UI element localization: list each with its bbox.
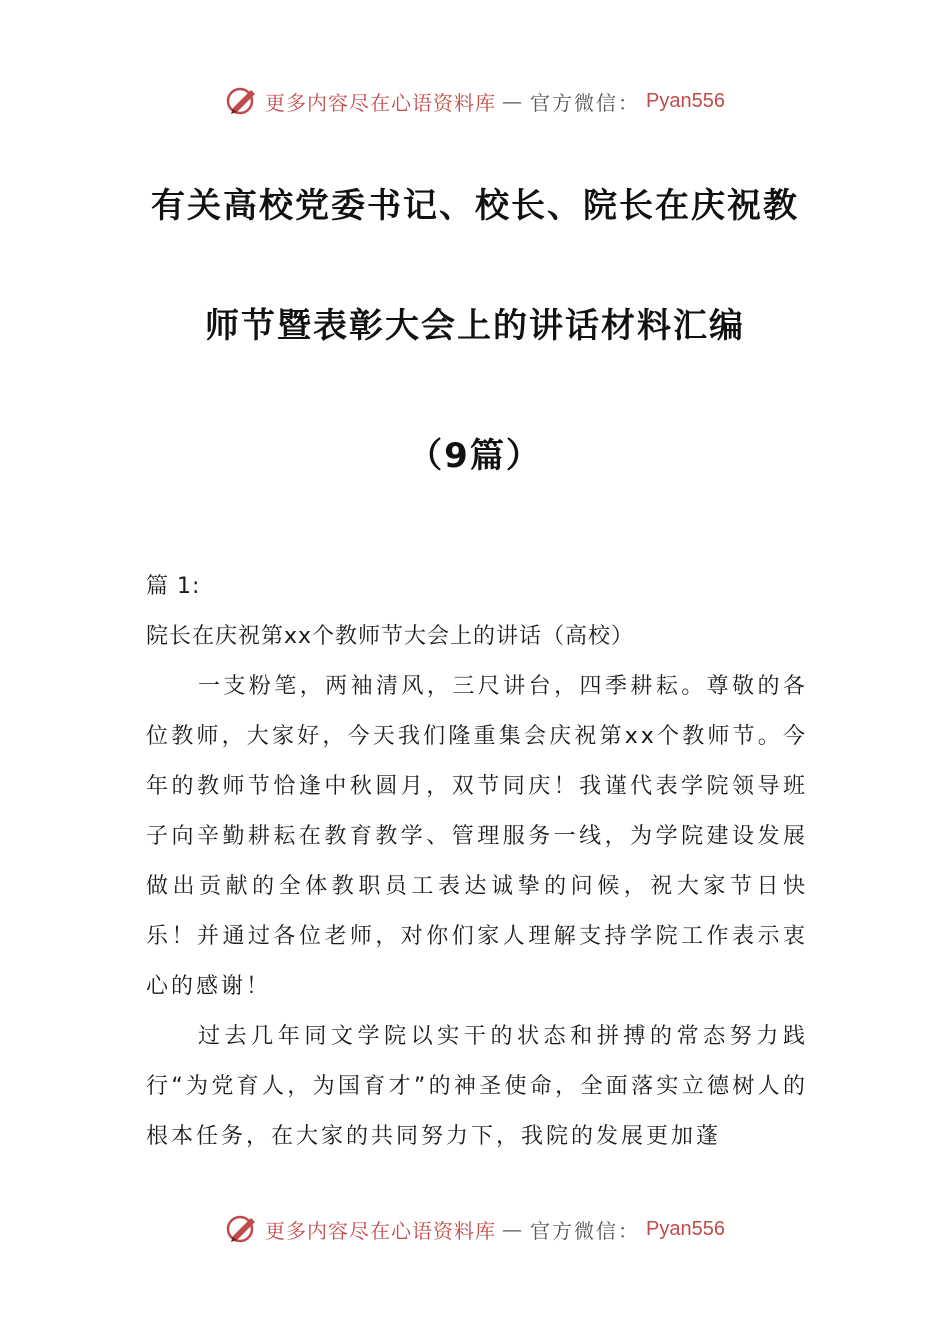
- body-paragraph-2: 过去几年同文学院以实干的状态和拼搏的常态努力践行“为党育人，为国育才”的神圣使命，全面落实立德树人的根本任务，在大家的共同努力下，我院的发展更加蓬: [146, 1024, 808, 1149]
- watermark-wechat-id: Pyan556: [646, 89, 725, 112]
- watermark-wechat-id: Pyan556: [646, 1217, 725, 1240]
- footer-watermark: [0, 1212, 950, 1246]
- document-title-count: （9篇）: [408, 436, 542, 476]
- document-title-line-1: 有关高校党委书记、校长、院长在庆祝教: [151, 186, 799, 226]
- watermark-text: 更多内容尽在心语资料库: [265, 90, 497, 115]
- header-watermark: [0, 84, 950, 118]
- watermark-separator: —: [502, 1217, 525, 1241]
- speech-title: 院长在庆祝第xx个教师节大会上的讲话（高校）: [146, 624, 635, 649]
- section-label: 篇 1:: [146, 574, 201, 599]
- pen-logo-icon: [225, 1212, 259, 1246]
- watermark-separator: —: [502, 89, 525, 113]
- pen-logo-icon: [225, 84, 259, 118]
- watermark-official-label: 官方微信：: [530, 1218, 641, 1243]
- watermark-official-label: 官方微信：: [530, 90, 641, 115]
- watermark-text: 更多内容尽在心语资料库: [265, 1218, 497, 1243]
- document-title-line-2: 师节暨表彰大会上的讲话材料汇编: [205, 306, 745, 346]
- body-paragraph-1: 一支粉笔，两袖清风，三尺讲台，四季耕耘。尊敬的各位教师，大家好，今天我们隆重集会庆祝第xx个教师节。今年的教师节恰逢中秋圆月，双节同庆！我谨代表学院领导班子向辛勤耕耘在教育教学、管理服务一线，为学院建设发展做出贡献的全体教职员工表达诚挚的问候，祝大家节日快乐！并通过各位老师，对你们家人理解支持学院工作表示衷心的感谢！: [146, 674, 808, 999]
